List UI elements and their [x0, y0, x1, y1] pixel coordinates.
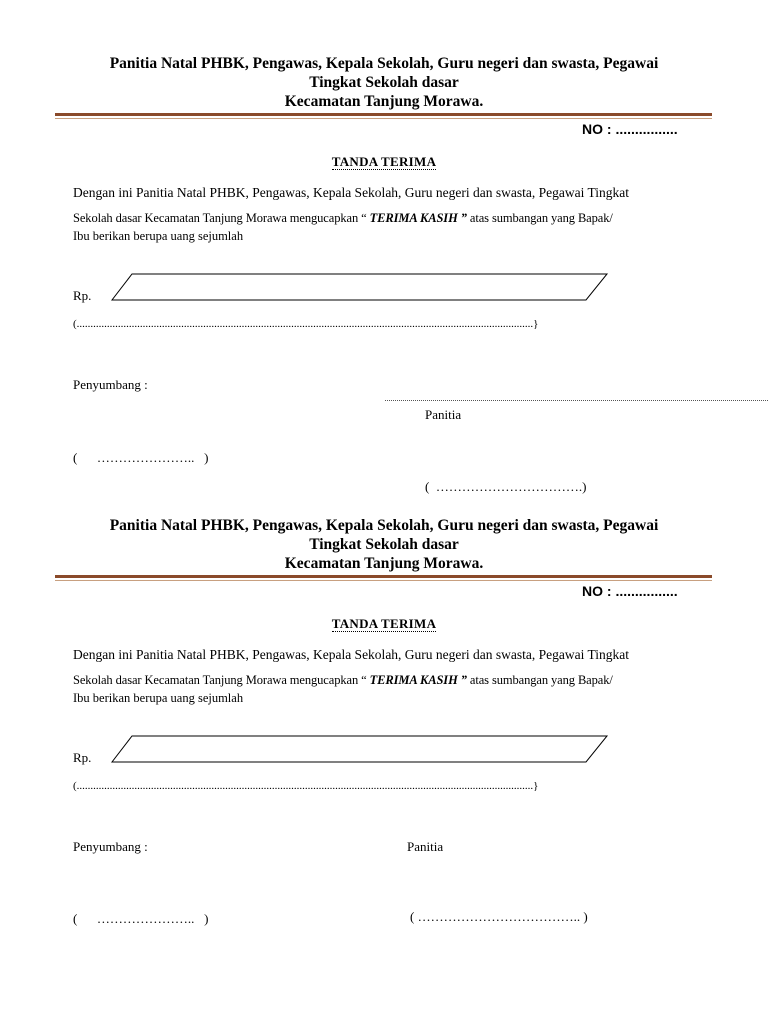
intro-text-b: atas sumbangan yang Bapak/ [466, 673, 613, 687]
intro-text-a: Sekolah dasar Kecamatan Tanjung Morawa mengucapkan “ [73, 211, 370, 225]
receipt-number: NO : ................ [582, 121, 678, 137]
amount-box[interactable] [110, 272, 610, 304]
donor-label: Penyumbang : [73, 839, 148, 854]
donor-label: Penyumbang : [73, 377, 148, 392]
intro-text-b: atas sumbangan yang Bapak/ [466, 211, 613, 225]
header-rule [55, 575, 712, 578]
rp-label: Rp. [73, 750, 92, 765]
header-line-1: Panitia Natal PHBK, Pengawas, Kepala Sekolah, Guru negeri dan swasta, Pegawai [109, 55, 659, 72]
document-title [0, 154, 768, 170]
intro-text-a: Sekolah dasar Kecamatan Tanjung Morawa mengucapkan “ [73, 673, 370, 687]
amount-in-words[interactable]: (......................................................................................................................................................................} [73, 780, 539, 792]
document-title-text: TANDA TERIMA [331, 154, 437, 169]
intro-line-1: Dengan ini Panitia Natal PHBK, Pengawas, Kepala Sekolah, Guru negeri dan swasta, Pegawai Tingkat [73, 647, 630, 662]
header-rule-thin [55, 580, 712, 581]
header-line-2: Tingkat Sekolah dasar [309, 536, 459, 553]
document-title-text: TANDA TERIMA [331, 616, 437, 631]
rp-label: Rp. [73, 288, 92, 303]
receipt-number: NO : ................ [582, 583, 678, 599]
committee-signature[interactable]: ( ……………………………….. ) [410, 909, 588, 924]
header-line-2: Tingkat Sekolah dasar [309, 74, 459, 91]
donor-signature[interactable]: ( ………………….. ) [73, 911, 209, 926]
intro-line-3: Ibu berikan berupa uang sejumlah [73, 229, 244, 243]
committee-label: Panitia [425, 407, 462, 422]
document-title [0, 616, 768, 632]
amount-box[interactable] [110, 734, 610, 766]
header-line-3: Kecamatan Tanjung Morawa. [284, 555, 484, 572]
intro-line-2 [73, 671, 713, 689]
intro-line-3: Ibu berikan berupa uang sejumlah [73, 691, 244, 705]
header-title [40, 54, 728, 111]
committee-signature[interactable]: ( …………………………….) [425, 479, 587, 494]
header-line-3: Kecamatan Tanjung Morawa. [284, 93, 484, 110]
amount-in-words[interactable]: (......................................................................................................................................................................} [73, 318, 539, 330]
intro-line-2 [73, 209, 713, 227]
committee-dotted-line [385, 400, 768, 401]
intro-thanks: TERIMA KASIH ” [369, 673, 467, 687]
header-rule-thin [55, 118, 712, 119]
donor-signature[interactable]: ( ………………….. ) [73, 450, 209, 465]
committee-label: Panitia [407, 839, 444, 854]
intro-line-1: Dengan ini Panitia Natal PHBK, Pengawas, Kepala Sekolah, Guru negeri dan swasta, Pegawai Tingkat [73, 185, 630, 200]
intro-thanks: TERIMA KASIH ” [369, 211, 467, 225]
header-title [40, 516, 728, 573]
header-rule [55, 113, 712, 116]
header-line-1: Panitia Natal PHBK, Pengawas, Kepala Sekolah, Guru negeri dan swasta, Pegawai [109, 517, 659, 534]
